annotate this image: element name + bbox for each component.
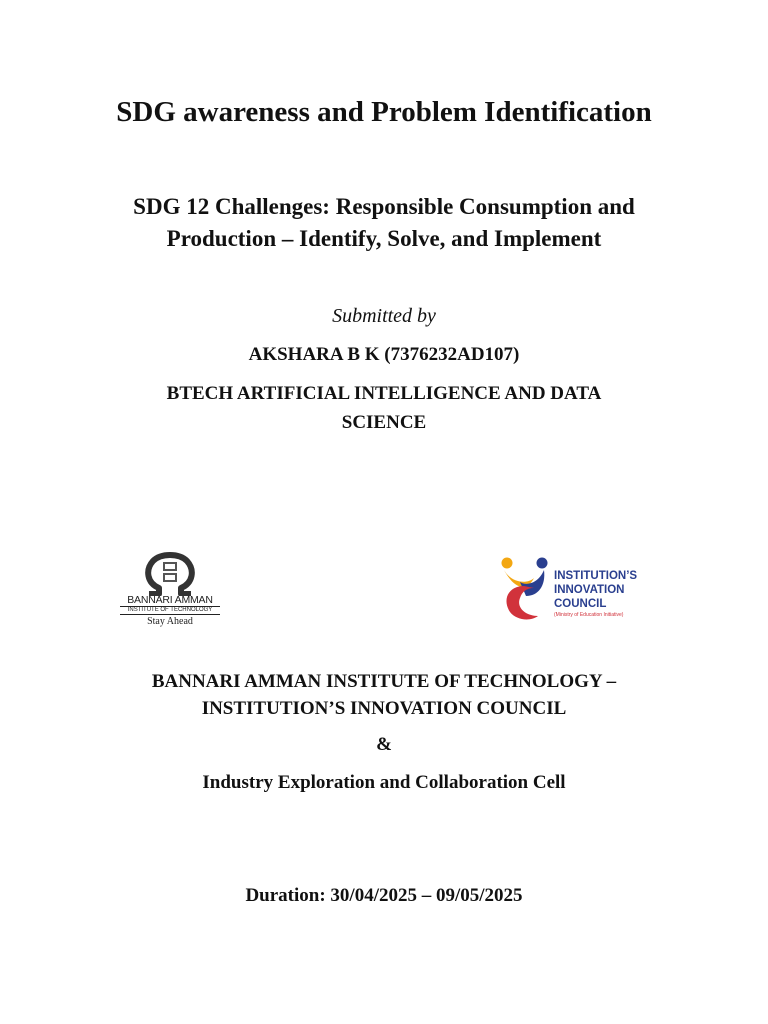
bit-omega-logo-icon [135, 550, 205, 596]
iic-logo-text: INSTITUTION’S INNOVATION COUNCIL [554, 570, 638, 610]
submitted-by-label: Submitted by [332, 305, 436, 327]
program-name [0, 379, 768, 437]
iic-logo-note: (Ministry of Education Initiative) [554, 612, 624, 618]
cell-name: Industry Exploration and Collaboration Cell [202, 772, 566, 793]
duration: Duration: 30/04/2025 – 09/05/2025 [245, 885, 523, 906]
institution-name [0, 668, 768, 722]
student-name: AKSHARA B K (7376232AD107) [248, 344, 520, 365]
subtitle-line-2: Production – Identify, Solve, and Implement [166, 226, 602, 251]
bit-logo-tagline: Stay Ahead [147, 616, 193, 627]
iic-logo-icon [498, 556, 552, 622]
subtitle-line-1: SDG 12 Challenges: Responsible Consumption and [133, 194, 635, 219]
bit-logo [120, 550, 220, 632]
institution-line-2: INSTITUTION’S INNOVATION COUNCIL [201, 698, 567, 719]
institution-line-1: BANNARI AMMAN INSTITUTE OF TECHNOLOGY – [151, 671, 617, 692]
program-line-1: BTECH ARTIFICIAL INTELLIGENCE AND DATA [166, 383, 602, 404]
ampersand: & [376, 734, 392, 755]
program-line-2: SCIENCE [341, 412, 427, 433]
document-subtitle [0, 191, 768, 255]
document-title: SDG awareness and Problem Identification [116, 96, 652, 128]
bit-logo-subtitle: INSTITUTE OF TECHNOLOGY [120, 606, 220, 615]
bit-logo-name: BANNARI AMMAN [127, 594, 213, 606]
iic-logo [498, 556, 648, 626]
